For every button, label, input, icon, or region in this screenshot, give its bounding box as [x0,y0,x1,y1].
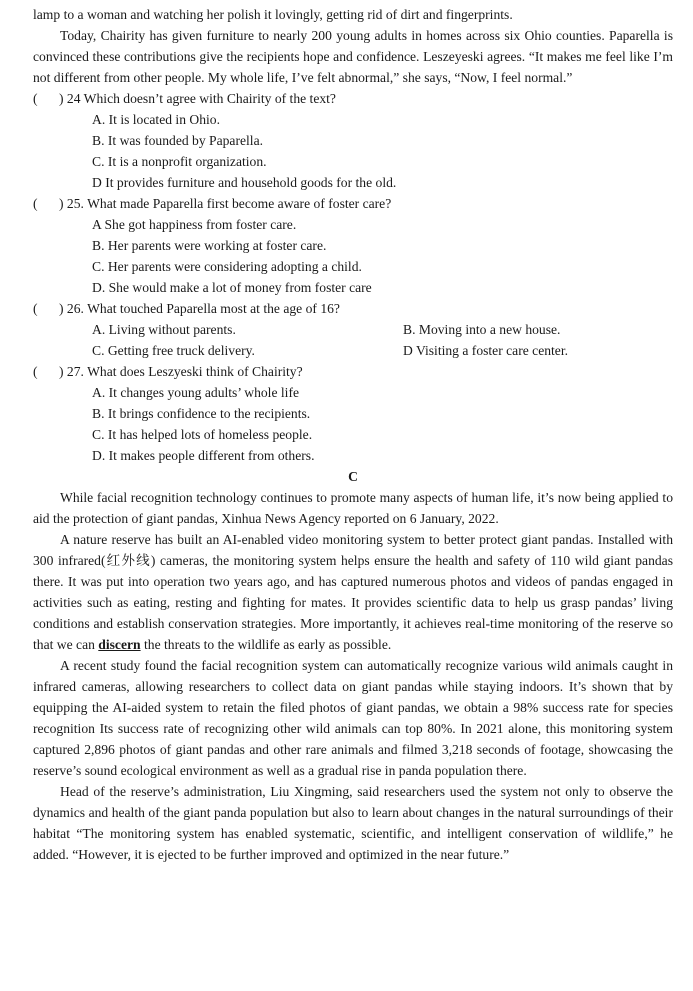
passage-b-ending-line: lamp to a woman and watching her polish it lovingly, getting rid of dirt and fingerprints. [33,7,513,22]
option-a: A She got happiness from foster care. [92,217,297,232]
option-d: D Visiting a foster care center. [403,343,569,358]
question-27 [33,361,673,466]
option-c: C. Getting free truck delivery. [92,343,255,358]
option-b: B. It was founded by Paparella. [92,133,264,148]
option-c: C. Her parents were considering adopting a child. [92,259,362,274]
option-a: A. It changes young adults’ whole life [92,385,299,400]
option-d: D It provides furniture and household goods for the old. [92,175,397,190]
key-word-discern: discern [98,637,141,652]
exam-page [33,4,673,865]
option-a: A. It is located in Ohio. [92,112,220,127]
paragraph-text: the threats to the wildlife as early as possible. [140,637,392,652]
option-a: A. Living without parents. [92,322,236,337]
answer-bracket: ( [33,196,38,211]
option-d: D. She would make a lot of money from foster care [92,280,372,295]
question-stem: ) 27. What does Leszyeski think of Chairity? [59,364,303,379]
question-stem: ) 24 Which doesn’t agree with Chairity of the text? [59,91,336,106]
passage-c-paragraph-1: While facial recognition technology continues to promote many aspects of human life, it’s now being applied to aid the protection of giant pandas, Xinhua News Agency reported on 6 January, 2022. [33,490,673,526]
passage-b-paragraph: Today, Chairity has given furniture to nearly 200 young adults in homes across six Ohio counties. Paparella is convinced these contributions give the recipients hope and confidence. Leszeyeski agrees. “It makes me feel like I’m not different from other people. My whole life, I’ve felt abnormal,” she says, “Now, I feel normal.” [33,28,673,85]
answer-bracket: ( [33,301,38,316]
option-b: B. Her parents were working at foster care. [92,238,327,253]
option-d: D. It makes people different from others. [92,448,315,463]
paragraph-text: A nature reserve has built an AI-enabled video monitoring system to better protect giant pandas. Installed with 300 infrared(红外线) cameras, the monitoring system helps ensure the health and safety of 110 wild giant pandas there. It was put into operation two years ago, and has captured numerous photos and videos of pandas engaged in activities such as eating, resting and fighting for mates. It provides scientific data to help us grasp pandas’ living conditions and establish conservation strategies. More importantly, it achieves real-time monitoring of the reserve so that we can [33,532,673,652]
question-26 [33,298,673,361]
passage-c-paragraph-3: A recent study found the facial recognition system can automatically recognize various wild animals caught in infrared cameras, allowing researchers to collect data on giant pandas while staying indoors. It’s shown that by equipping the AI-aided system to retain the filed photos of giant pandas, we obtain a 98% success rate for species recognition Its success rate of recognizing other wild animals can top 80%. In 2021 alone, this monitoring system captured 2,896 photos of giant pandas and other rare animals and filmed 3,218 seconds of footage, showcasing the reserve’s sound ecological environment as well as a gradual rise in panda population there. [33,658,673,778]
question-24 [33,88,673,193]
question-stem: ) 25. What made Paparella first become aware of foster care? [59,196,392,211]
option-c: C. It is a nonprofit organization. [92,154,267,169]
question-stem: ) 26. What touched Paparella most at the age of 16? [59,301,340,316]
option-c: C. It has helped lots of homeless people. [92,427,313,442]
question-25 [33,193,673,298]
answer-bracket: ( [33,364,38,379]
section-heading-c: C [348,469,358,484]
passage-c-paragraph-2 [33,529,673,655]
answer-bracket: ( [33,91,38,106]
option-b: B. It brings confidence to the recipients. [92,406,311,421]
passage-c-paragraph-4: Head of the reserve’s administration, Liu Xingming, said researchers used the system not only to observe the dynamics and health of the giant panda population but also to learn about changes in the natural surroundings of their habitat “The monitoring system has enabled systematic, scientific, and intelligent conservation of wildlife,” he added. “However, it is ejected to be further improved and optimized in the near future.” [33,784,673,862]
option-b: B. Moving into a new house. [403,322,561,337]
